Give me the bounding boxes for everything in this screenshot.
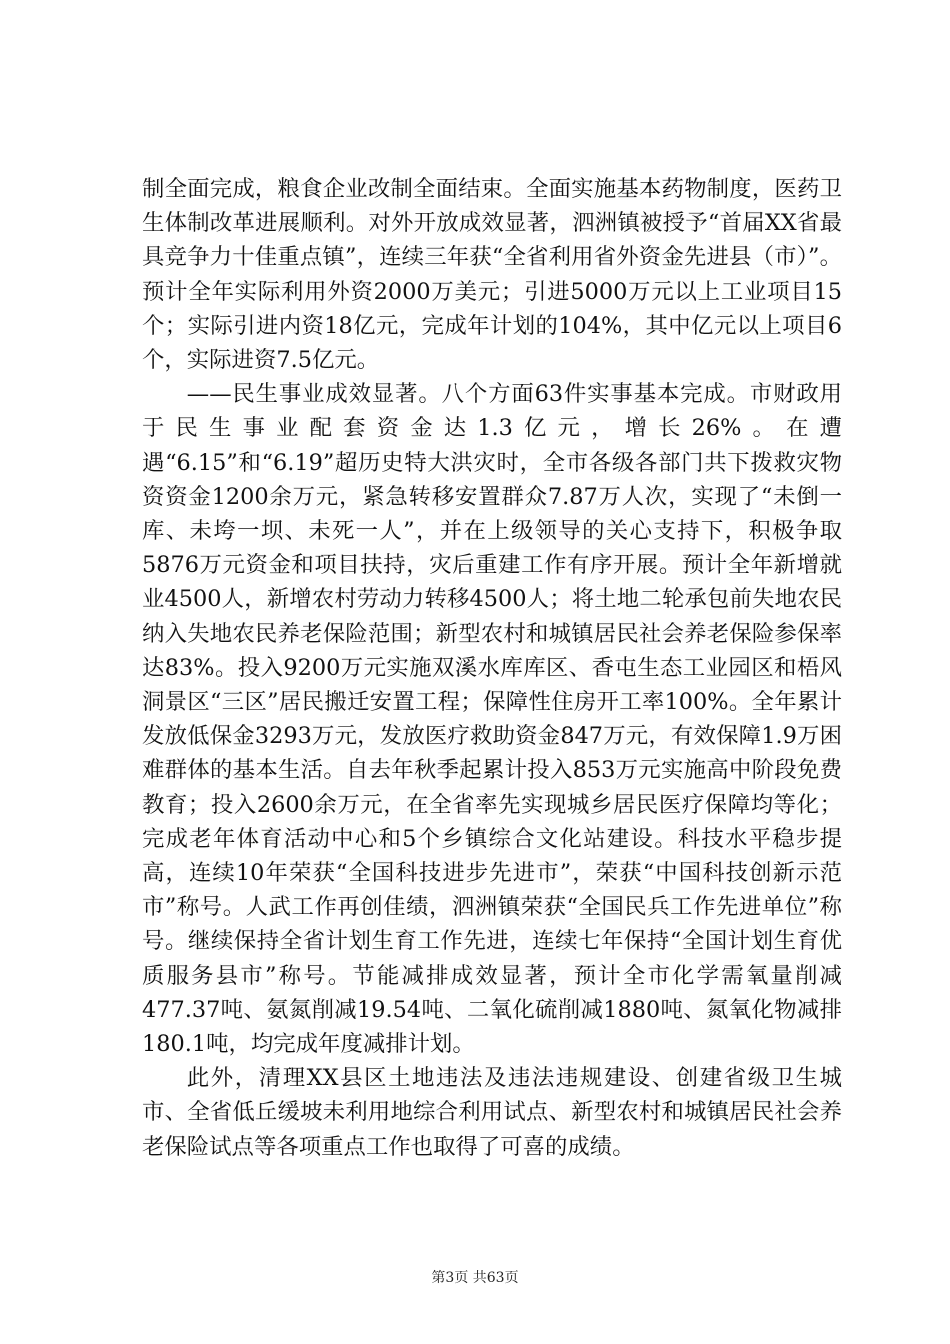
- page-footer: 第3页 共63页: [431, 1270, 519, 1286]
- paragraph-continuation: 制全面完成，粮食企业改制全面结束。全面实施基本药物制度，医药卫生体制改革进展顺利。对外开放成效显著，泗洲镇被授予“首届XX省最具竞争力十佳重点镇”，连续三年获“全省利用省外资金先进县（市）”。预计全年实际利用外资2000万美元；引进5000万元以上工业项目15个；实际引进内资18亿元，完成年计划的104%，其中亿元以上项目6个，实际进资7.5亿元。: [142, 176, 842, 374]
- paragraph-other-work: 此外，清理XX县区土地违法及违法违规建设、创建省级卫生城市、全省低丘缓坡未利用地综合利用试点、新型农村和城镇居民社会养老保险试点等各项重点工作也取得了可喜的成绩。: [142, 1065, 842, 1160]
- document-body: [142, 172, 842, 1164]
- paragraph-livelihood: ——民生事业成效显著。八个方面63件实事基本完成。市财政用于民生事业配套资金达1.3亿元，增长26%。在遭遇“6.15”和“6.19”超历史特大洪灾时，全市各级各部门共下拨救灾物资资金1200余万元，紧急转移安置群众7.87万人次，实现了“未倒一库、未垮一坝、未死一人”，并在上级领导的关心支持下，积极争取5876万元资金和项目扶持，灾后重建工作有序开展。预计全年新增就业4500人，新增农村劳动力转移4500人；将土地二轮承包前失地农民纳入失地农民养老保险范围；新型农村和城镇居民社会养老保险参保率达83%。投入9200万元实施双溪水库库区、香屯生态工业园区和梧风洞景区“三区”居民搬迁安置工程；保障性住房开工率100%。全年累计发放低保金3293万元，发放医疗救助资金847万元，有效保障1.9万困难群体的基本生活。自去年秋季起累计投入853万元实施高中阶段免费教育；投入2600余万元，在全省率先实现城乡居民医疗保障均等化；完成老年体育活动中心和5个乡镇综合文化站建设。科技水平稳步提高，连续10年荣获“全国科技进步先进市”，荣获“中国科技创新示范市”称号。人武工作再创佳绩，泗洲镇荣获“全国民兵工作先进单位”称号。继续保持全省计划生育工作先进，连续七年保持“全国计划生育优质服务县市”称号。节能减排成效显著，预计全市化学需氧量削减477.37吨、氨氮削减19.54吨、二氧化硫削减1880吨、氮氧化物减排180.1吨，均完成年度减排计划。: [142, 381, 842, 1058]
